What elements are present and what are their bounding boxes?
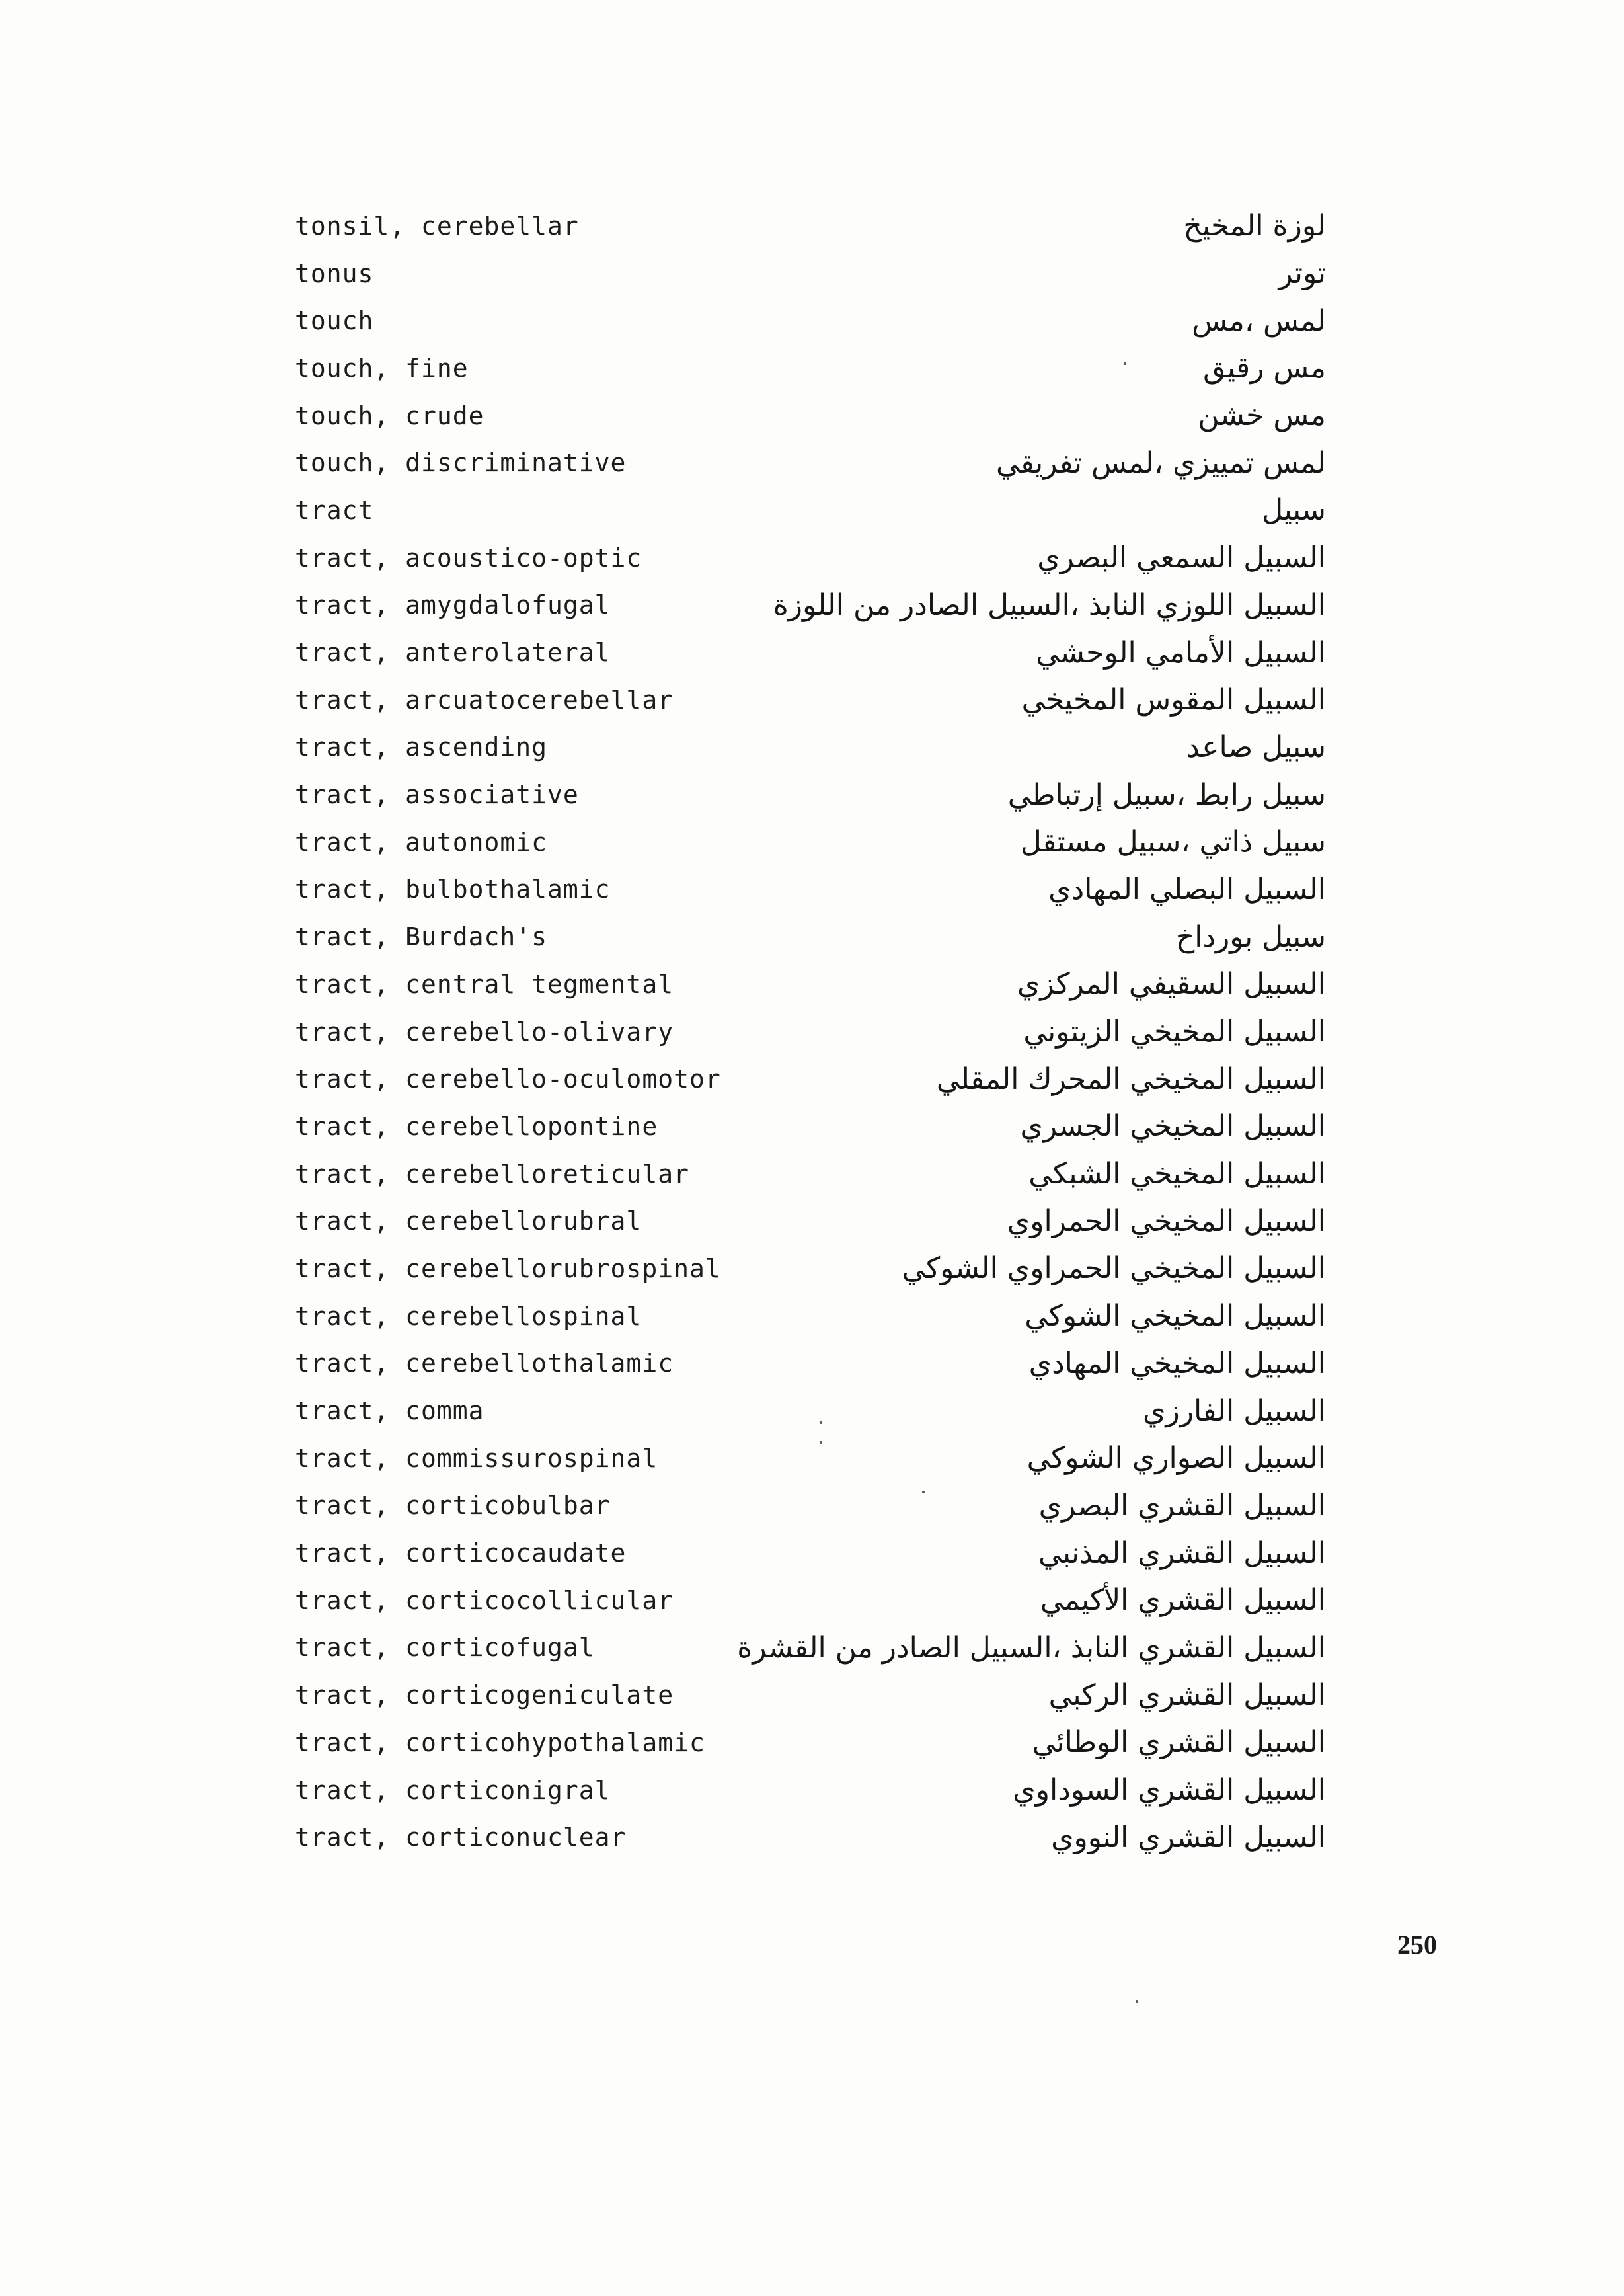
entry-term: tract, cerebellorubrospinal — [295, 1253, 721, 1283]
glossary-entry — [295, 1435, 1326, 1482]
entry-translation: لمس تمييزي ،لمس تفريقي — [996, 446, 1326, 480]
entry-translation: السبيل المخيخي الشوكي — [1025, 1299, 1326, 1333]
glossary-entry — [295, 1766, 1326, 1814]
entry-translation: توتر — [1278, 257, 1326, 291]
entry-term: tract, corticocaudate — [295, 1538, 627, 1568]
entry-term: touch, crude — [295, 401, 484, 430]
entry-translation: سبيل ذاتي ،سبيل مستقل — [1020, 825, 1326, 859]
glossary-entry — [295, 250, 1326, 297]
page-number: 250 — [1397, 1930, 1437, 1960]
entry-term: tract, cerebellopontine — [295, 1111, 658, 1141]
glossary-entry — [295, 202, 1326, 250]
scan-speck — [1124, 362, 1126, 365]
entry-translation: السبيل القشري النابذ ،السبيل الصادر من القشرة — [737, 1630, 1326, 1665]
entry-term: tract, central tegmental — [295, 969, 674, 999]
entry-term: touch — [295, 306, 374, 336]
entry-translation: السبيل القشري الأكيمي — [1040, 1583, 1326, 1618]
glossary-entry — [295, 1577, 1326, 1624]
entry-translation: السبيل الفارزي — [1143, 1394, 1326, 1428]
entry-term: tract, corticonuclear — [295, 1823, 627, 1852]
entry-term: tract — [295, 495, 374, 525]
glossary-entry — [295, 1150, 1326, 1198]
entry-translation: مس رقيق — [1203, 351, 1326, 385]
entry-translation: السبيل المخيخي الشبكي — [1028, 1157, 1326, 1191]
entry-translation: السبيل السقيفي المركزي — [1017, 967, 1326, 1002]
glossary-entry — [295, 439, 1326, 487]
glossary-entry — [295, 392, 1326, 440]
entry-translation: السبيل الأمامي الوحشي — [1036, 635, 1326, 670]
entry-term: tract, acoustico-optic — [295, 543, 642, 573]
glossary-entry — [295, 582, 1326, 629]
entry-translation: مس خشن — [1198, 399, 1326, 433]
glossary-entry — [295, 1008, 1326, 1056]
entry-translation: سبيل رابط ،سبيل إرتباطي — [1007, 777, 1326, 812]
entry-term: tract, Burdach's — [295, 922, 548, 952]
glossary-entry — [295, 676, 1326, 724]
entry-term: tract, bulbothalamic — [295, 875, 611, 904]
glossary-entry — [295, 1529, 1326, 1577]
entry-term: tract, comma — [295, 1396, 484, 1426]
entry-translation: سبيل — [1262, 493, 1326, 528]
entry-translation: لمس ،مس — [1192, 303, 1326, 338]
entry-translation: السبيل اللوزي النابذ ،السبيل الصادر من اللوزة — [773, 588, 1326, 622]
glossary-entry — [295, 1055, 1326, 1103]
glossary-entry — [295, 1624, 1326, 1672]
glossary-list — [295, 202, 1326, 1861]
glossary-entry — [295, 1482, 1326, 1530]
glossary-entry — [295, 866, 1326, 914]
entry-term: tonus — [295, 258, 374, 288]
entry-term: touch, fine — [295, 353, 469, 383]
entry-translation: السبيل المقوس المخيخي — [1021, 683, 1326, 717]
entry-translation: السبيل القشري النووي — [1051, 1820, 1326, 1854]
entry-translation: السبيل المخيخي المحرك المقلي — [936, 1062, 1326, 1096]
glossary-entry — [295, 818, 1326, 866]
scan-speck — [922, 1491, 925, 1493]
glossary-entry — [295, 1813, 1326, 1861]
entry-term: tract, commissurospinal — [295, 1443, 658, 1473]
entry-term: tract, corticobulbar — [295, 1491, 611, 1521]
glossary-entry — [295, 297, 1326, 344]
entry-translation: السبيل القشري الوطائي — [1032, 1725, 1326, 1760]
entry-translation: السبيل المخيخي الجسري — [1020, 1109, 1326, 1144]
entry-term: tract, cerebelloreticular — [295, 1159, 689, 1189]
entry-translation: سبيل بورداخ — [1175, 920, 1326, 954]
glossary-entry — [295, 1719, 1326, 1766]
entry-term: tract, autonomic — [295, 827, 548, 857]
entry-translation: السبيل المخيخي الزيتوني — [1023, 1015, 1326, 1049]
entry-translation: لوزة المخيخ — [1183, 209, 1326, 243]
glossary-entry — [295, 1103, 1326, 1150]
glossary-entry — [295, 1340, 1326, 1388]
glossary-entry — [295, 1245, 1326, 1292]
glossary-entry — [295, 1671, 1326, 1719]
entry-term: tract, cerebello-oculomotor — [295, 1064, 721, 1094]
entry-translation: السبيل المخيخي الحمراوي — [1007, 1204, 1326, 1238]
entry-translation: السبيل المخيخي المهادي — [1028, 1346, 1326, 1380]
entry-term: tract, corticogeniculate — [295, 1681, 674, 1710]
entry-translation: السبيل الصواري الشوكي — [1026, 1441, 1326, 1476]
glossary-entry — [295, 961, 1326, 1008]
entry-translation: السبيل المخيخي الحمراوي الشوكي — [902, 1251, 1326, 1286]
glossary-entry — [295, 534, 1326, 582]
glossary-entry — [295, 913, 1326, 961]
entry-term: tract, amygdalofugal — [295, 590, 611, 620]
entry-term: tract, anterolateral — [295, 638, 611, 668]
glossary-entry — [295, 724, 1326, 772]
scan-speck — [820, 1421, 822, 1424]
entry-term: tract, cerebellorubral — [295, 1207, 642, 1236]
entry-term: tract, cerebellospinal — [295, 1301, 642, 1331]
scan-speck — [820, 1441, 822, 1444]
entry-translation: السبيل القشري البصري — [1038, 1488, 1326, 1523]
entry-term: tract, corticonigral — [295, 1775, 611, 1805]
entry-term: touch, discriminative — [295, 448, 627, 478]
entry-translation: السبيل البصلي المهادي — [1048, 872, 1326, 906]
entry-translation: السبيل القشري السوداوي — [1013, 1773, 1326, 1807]
entry-term: tonsil, cerebellar — [295, 211, 579, 241]
glossary-entry — [295, 771, 1326, 818]
entry-term: tract, associative — [295, 780, 579, 810]
glossary-entry — [295, 629, 1326, 676]
entry-term: tract, cerebellothalamic — [295, 1349, 674, 1378]
glossary-entry — [295, 487, 1326, 534]
glossary-entry — [295, 1387, 1326, 1435]
entry-translation: السبيل السمعي البصري — [1037, 541, 1326, 575]
glossary-entry — [295, 1292, 1326, 1340]
glossary-entry — [295, 1197, 1326, 1245]
scan-speck — [1136, 2000, 1138, 2003]
entry-term: tract, ascending — [295, 732, 548, 762]
entry-term: tract, arcuatocerebellar — [295, 685, 674, 715]
glossary-entry — [295, 344, 1326, 392]
entry-term: tract, cerebello-olivary — [295, 1017, 674, 1047]
entry-term: tract, corticohypothalamic — [295, 1727, 705, 1757]
entry-term: tract, corticofugal — [295, 1633, 595, 1663]
entry-term: tract, corticocollicular — [295, 1585, 674, 1615]
entry-translation: السبيل القشري الركبي — [1048, 1678, 1326, 1712]
entry-translation: سبيل صاعد — [1186, 730, 1326, 764]
entry-translation: السبيل القشري المذنبي — [1038, 1536, 1326, 1570]
